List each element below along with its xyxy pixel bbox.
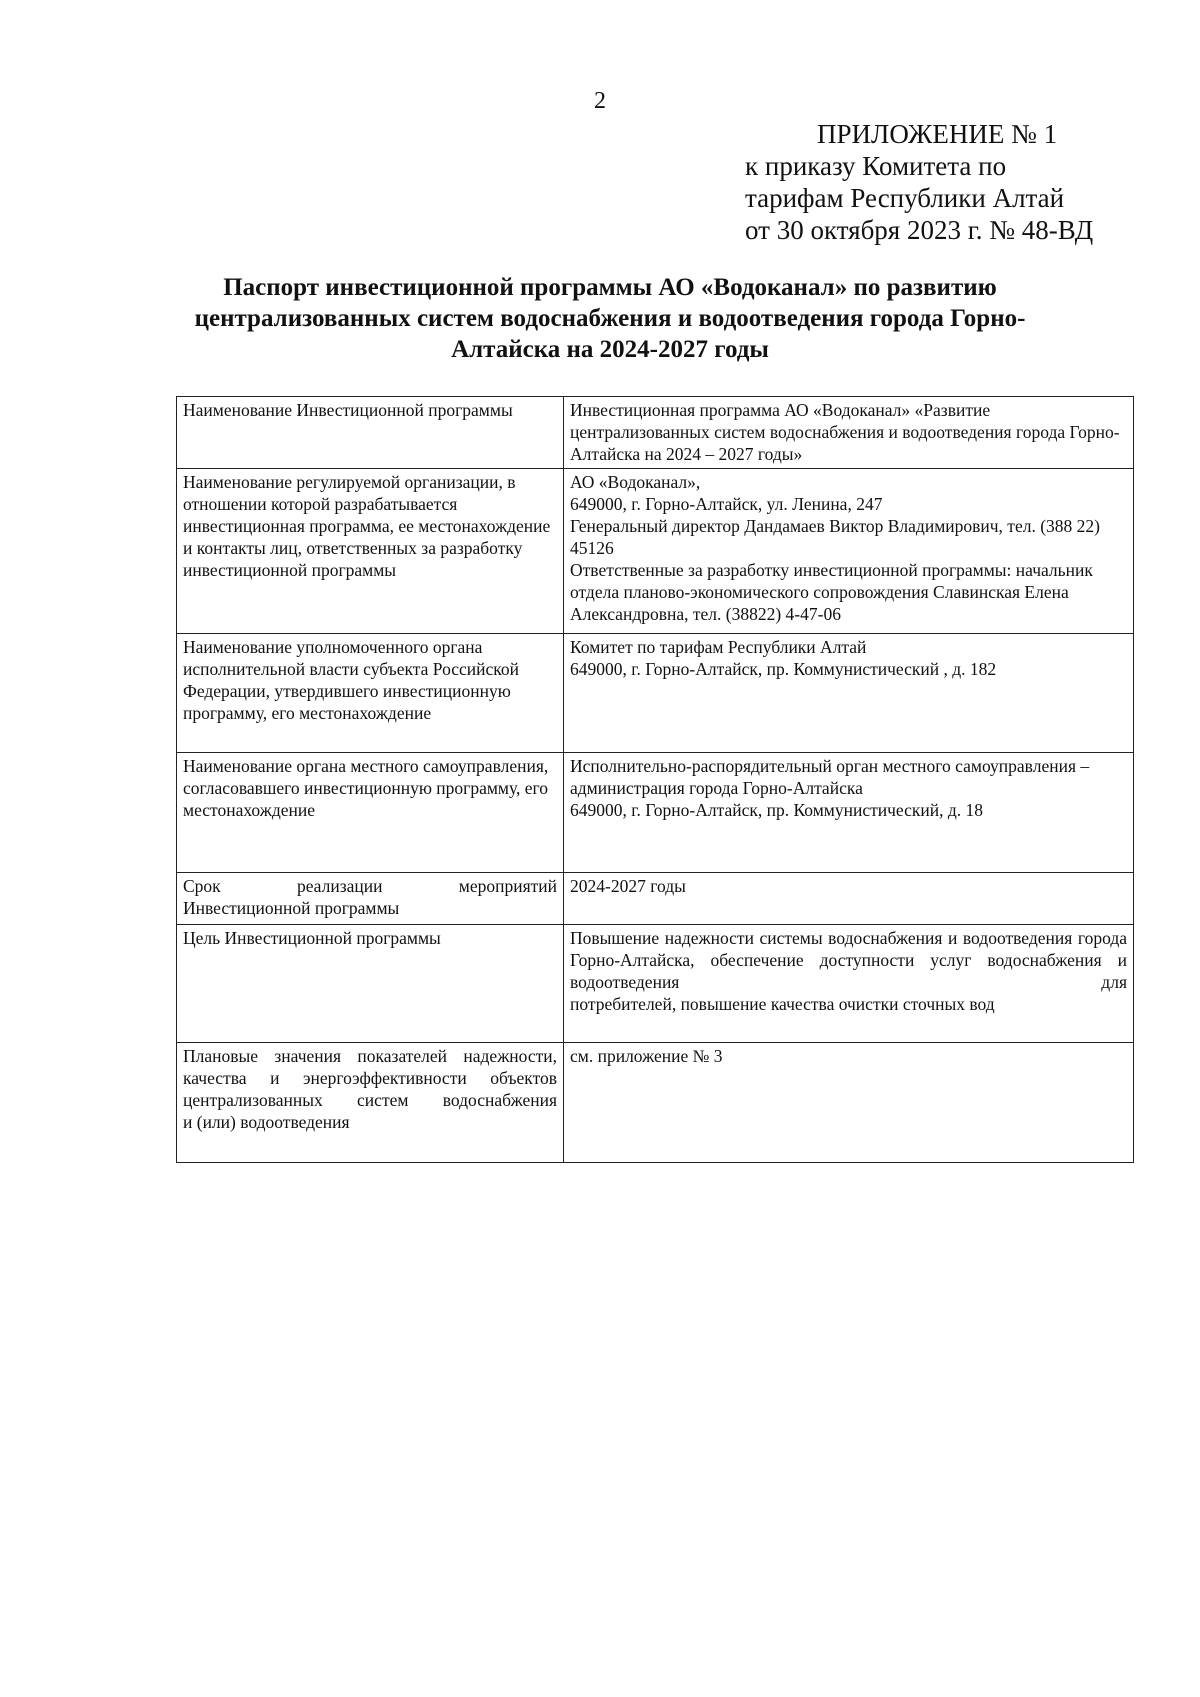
table-row	[177, 397, 1134, 469]
value-line: Исполнительно-распорядительный орган местного самоуправления – администрация города Горно-Алтайска	[570, 756, 1090, 798]
label-line: Инвестиционной программы	[183, 898, 400, 918]
appendix-line-1: к приказу Комитета по	[745, 151, 1007, 181]
table-row	[177, 634, 1134, 753]
table-row	[177, 753, 1134, 873]
value-line: Ответственные за разработку инвестиционной программы: начальник отдела планово-экономического сопровождения Славинская Елена Александровна, тел. (38822) 4-47-06	[570, 560, 1093, 624]
value-line: 649000, г. Горно-Алтайск, пр. Коммунистический , д. 182	[570, 659, 997, 679]
appendix-block	[745, 118, 1093, 246]
appendix-title: ПРИЛОЖЕНИЕ № 1	[817, 119, 1058, 149]
label-text: Плановые значения показателей надежности, качества и энергоэффективности объектов централизованных систем водоснабжения	[183, 1046, 557, 1110]
row-value	[564, 753, 1134, 873]
value-line: 649000, г. Горно-Алтайск, пр. Коммунистический, д. 18	[570, 800, 984, 820]
row-value	[564, 634, 1134, 753]
row-value: 2024-2027 годы	[564, 873, 1134, 925]
table-row	[177, 925, 1134, 1043]
row-label	[177, 1043, 564, 1163]
table-row	[177, 1043, 1134, 1163]
label-line: Срок реализации мероприятий	[183, 876, 557, 896]
row-label: Наименование Инвестиционной программы	[177, 397, 564, 469]
row-label: Цель Инвестиционной программы	[177, 925, 564, 1043]
row-value	[564, 469, 1134, 634]
row-label: Наименование уполномоченного органа исполнительной власти субъекта Российской Федерации, утвердившего инвестиционную программу, его местонахождение	[177, 634, 564, 753]
table-row	[177, 469, 1134, 634]
title-line-3: Алтайска на 2024-2027 годы	[451, 336, 769, 363]
row-label: Наименование регулируемой организации, в отношении которой разрабатывается инвестиционная программа, ее местонахождение и контакты лиц, ответственных за разработку инвестиционной программы	[177, 469, 564, 634]
table-row	[177, 873, 1134, 925]
page-number: 2	[594, 88, 606, 114]
title-line-1: Паспорт инвестиционной программы АО «Водоканал» по развитию	[223, 274, 997, 301]
title-line-2: централизованных систем водоснабжения и водоотведения города Горно-	[194, 305, 1026, 332]
appendix-line-3: от 30 октября 2023 г. № 48-ВД	[745, 215, 1094, 245]
row-value: см. приложение № 3	[564, 1043, 1134, 1163]
value-line: 649000, г. Горно-Алтайск, ул. Ленина, 247	[570, 494, 883, 514]
value-line: Генеральный директор Дандамаев Виктор Владимирович, тел. (388 22) 45126	[570, 516, 1100, 558]
label-text-last: и (или) водоотведения	[183, 1112, 350, 1132]
row-value	[564, 925, 1134, 1043]
value-line: Комитет по тарифам Республики Алтай	[570, 637, 867, 657]
value-text: Повышение надежности системы водоснабжения и водоотведения города Горно-Алтайска, обеспечение доступности услуг водоснабжения и водоотведения для	[570, 928, 1127, 992]
value-text-last: потребителей, повышение качества очистки сточных вод	[570, 994, 995, 1014]
value-line: АО «Водоканал»,	[570, 472, 701, 492]
document-title	[150, 272, 1070, 365]
appendix-line-2: тарифам Республики Алтай	[745, 183, 1065, 213]
row-value: Инвестиционная программа АО «Водоканал» «Развитие централизованных систем водоснабжения и водоотведения города Горно-Алтайска на 2024 – 2027 годы»	[564, 397, 1134, 469]
row-label: Наименование органа местного самоуправления, согласовавшего инвестиционную программу, его местонахождение	[177, 753, 564, 873]
row-label	[177, 873, 564, 925]
passport-table	[176, 396, 1134, 1163]
